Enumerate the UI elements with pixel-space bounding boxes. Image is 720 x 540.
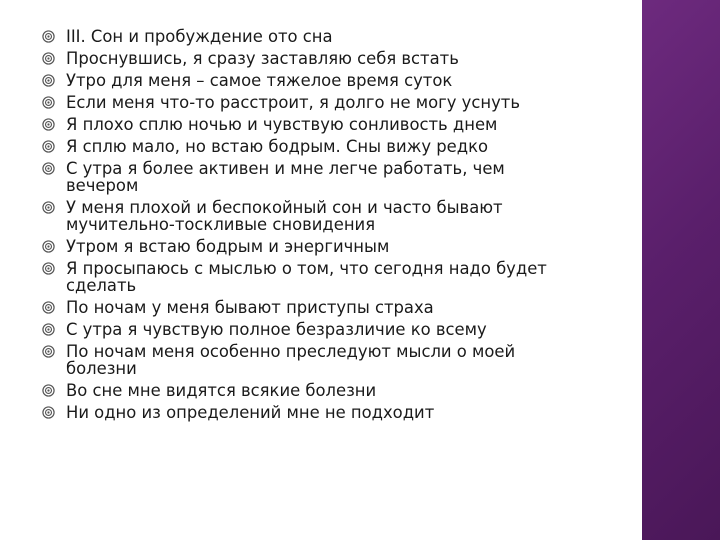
list-item xyxy=(0,260,640,294)
decorative-side-panel xyxy=(642,0,720,540)
circled-dot-icon xyxy=(42,118,55,131)
circled-dot-icon xyxy=(42,74,55,87)
list-item-text: У меня плохой и беспокойный сон и часто бывают мучительно-тоскливые сновидения xyxy=(66,198,503,234)
circled-dot-icon xyxy=(42,162,55,175)
list-item xyxy=(0,94,640,111)
circled-dot-icon xyxy=(42,52,55,65)
list-item-text: Если меня что-то расстроит, я долго не могу уснуть xyxy=(66,93,520,112)
circled-dot-icon xyxy=(42,262,55,275)
circled-dot-icon xyxy=(42,140,55,153)
list-item-text: С утра я чувствую полное безразличие ко всему xyxy=(66,320,487,339)
list-item-text: Проснувшись, я сразу заставляю себя встать xyxy=(66,49,459,68)
bullet-list xyxy=(0,28,640,426)
list-item-text: Я плохо сплю ночью и чувствую сонливость днем xyxy=(66,115,498,134)
circled-dot-icon xyxy=(42,96,55,109)
circled-dot-icon xyxy=(42,30,55,43)
list-item-text: Я просыпаюсь с мыслью о том, что сегодня надо будет сделать xyxy=(66,259,547,295)
list-item xyxy=(0,382,640,399)
circled-dot-icon xyxy=(42,345,55,358)
circled-dot-icon xyxy=(42,301,55,314)
circled-dot-icon xyxy=(42,323,55,336)
list-item xyxy=(0,199,640,233)
list-item-text: Ни одно из определений мне не подходит xyxy=(66,403,435,422)
list-item xyxy=(0,116,640,133)
list-item-text: Утро для меня – самое тяжелое время суток xyxy=(66,71,453,90)
list-item xyxy=(0,160,640,194)
list-item-text: По ночам у меня бывают приступы страха xyxy=(66,298,434,317)
list-item xyxy=(0,321,640,338)
list-item-text: III. Сон и пробуждение ото сна xyxy=(66,27,333,46)
list-item-text: Во сне мне видятся всякие болезни xyxy=(66,381,377,400)
circled-dot-icon xyxy=(42,406,55,419)
circled-dot-icon xyxy=(42,201,55,214)
list-item xyxy=(0,343,640,377)
list-item xyxy=(0,72,640,89)
list-item-text: Утром я встаю бодрым и энергичным xyxy=(66,237,390,256)
list-item xyxy=(0,28,640,45)
list-item-text: Я сплю мало, но встаю бодрым. Сны вижу редко xyxy=(66,137,489,156)
list-item-text: С утра я более активен и мне легче работать, чем вечером xyxy=(66,159,505,195)
list-item xyxy=(0,238,640,255)
circled-dot-icon xyxy=(42,240,55,253)
list-item xyxy=(0,404,640,421)
list-item-text: По ночам меня особенно преследуют мысли о моей болезни xyxy=(66,342,516,378)
list-item xyxy=(0,138,640,155)
list-item xyxy=(0,299,640,316)
list-item xyxy=(0,50,640,67)
circled-dot-icon xyxy=(42,384,55,397)
